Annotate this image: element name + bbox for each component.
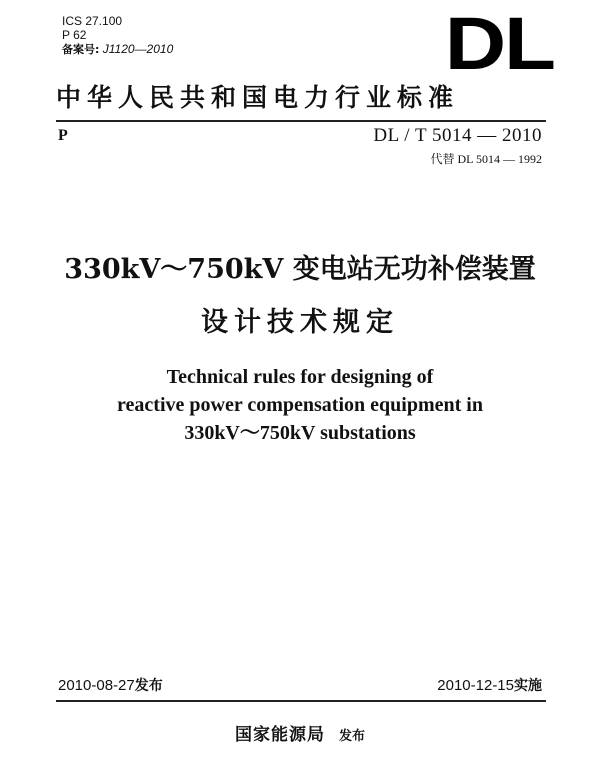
ics-code: ICS 27.100 xyxy=(62,14,123,28)
chinese-title-line-2: 设计技术规定 xyxy=(201,307,399,338)
english-title-line-1: Technical rules for designing of xyxy=(166,366,434,388)
publisher xyxy=(0,724,600,748)
p-code: P 62 xyxy=(62,28,87,42)
chinese-title-line-1: 330kV～750kV 变电站无功补偿装置 xyxy=(64,254,536,285)
dl-logo: DL xyxy=(445,2,554,85)
replaces-standard: 代替 DL 5014 — 1992 xyxy=(430,152,542,166)
english-title-line-2: reactive power compensation equipment in xyxy=(117,394,483,416)
standard-number: DL / T 5014 — 2010 xyxy=(373,125,542,146)
publisher-action: 发布 xyxy=(338,729,365,744)
category-code: P xyxy=(58,127,68,144)
industry-standard-title: 中华人民共和国电力行业标准 xyxy=(56,83,460,112)
issue-date xyxy=(58,676,163,696)
english-title-line-3: 330kV～750kV substations xyxy=(184,422,416,444)
header-divider xyxy=(56,120,546,122)
record-label: 备案号: xyxy=(62,43,100,56)
issue-date-value: 2010-08-27 xyxy=(58,677,135,694)
record-value: J1120—2010 xyxy=(99,42,174,56)
publisher-name: 国家能源局 xyxy=(234,725,325,745)
effective-label: 实施 xyxy=(514,678,542,694)
record-number xyxy=(62,42,173,57)
footer-divider xyxy=(56,700,546,702)
issue-label: 发布 xyxy=(134,678,163,694)
effective-date-value: 2010-12-15 xyxy=(437,677,514,694)
effective-date xyxy=(437,676,542,696)
